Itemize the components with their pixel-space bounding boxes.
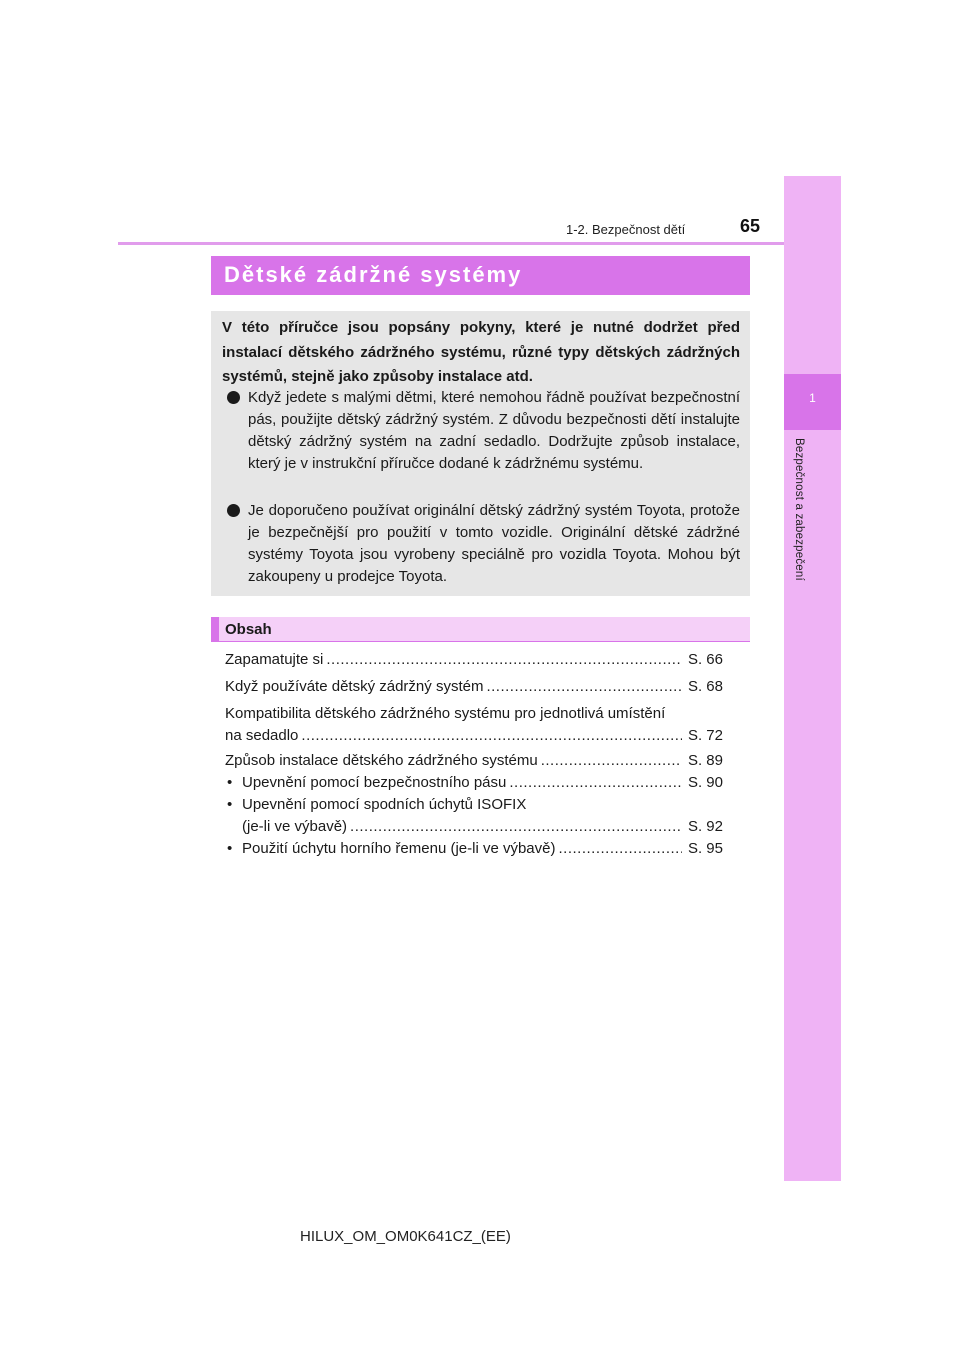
toc-bullet-icon: •	[227, 774, 233, 791]
toc-bullet-icon: •	[227, 840, 233, 857]
toc-entry-label: na sedadlo	[225, 727, 299, 744]
bullet-dot-icon	[227, 504, 240, 517]
intro-bullet-text: Když jedete s malými dětmi, které nemohou řádně používat bezpečnostní pás, použijte dětský zádržný systém. Z důvodu bezpečnosti dětí instalujte dětský zádržný systém na zadní sedadlo. Dodržujte způsob instalace, který je v instrukční příručce dodané k zádržnému systému.	[248, 389, 740, 472]
contents-header-accent	[211, 617, 219, 642]
toc-entry[interactable]	[225, 750, 723, 772]
toc-leader	[350, 816, 682, 838]
toc-entry[interactable]	[225, 703, 723, 747]
toc-entry-page: S. 68	[687, 678, 723, 695]
toc-entry-page: S. 66	[687, 651, 723, 668]
toc-leader	[301, 725, 682, 747]
chapter-side-tab	[784, 176, 841, 1181]
contents-header-underline	[211, 641, 750, 642]
contents-header-bar	[211, 617, 750, 642]
toc-entry-label: Když používáte dětský zádržný systém	[225, 678, 484, 695]
toc-leader	[509, 772, 682, 794]
toc-leader	[486, 676, 682, 698]
toc-entry-label: Použití úchytu horního řemenu (je-li ve výbavě)	[242, 840, 556, 857]
toc-entry-label: Upevnění pomocí bezpečnostního pásu	[242, 774, 507, 791]
bullet-dot-icon	[227, 391, 240, 404]
toc-leader	[558, 838, 681, 860]
toc-entry-label: (je-li ve výbavě)	[242, 818, 348, 835]
chapter-label: Bezpečnost a zabezpečení	[793, 438, 805, 581]
toc-leader	[541, 750, 682, 772]
toc-entry-label-line1: Upevnění pomocí spodních úchytů ISOFIX	[242, 796, 527, 813]
toc-entry-label: Zapamatujte si	[225, 651, 324, 668]
toc-entry-page: S. 89	[687, 752, 723, 769]
toc-entry-label-line1: Kompatibilita dětského zádržného systému pro jednotlivá umístění	[225, 705, 666, 722]
toc-subentry[interactable]	[225, 838, 723, 860]
page-title: Dětské zádržné systémy	[224, 262, 523, 287]
intro-lead-text: V této příručce jsou popsány pokyny, které je nutné dodržet před instalací dětského zádržného systému, různé typy dětských zádržných systémů, stejně jako způsoby instalace atd.	[222, 319, 740, 385]
intro-bullet-text: Je doporučeno používat originální dětský zádržný systém Toyota, protože je bezpečnější pro použití v tomto vozidle. Originální dětské zádržné systémy Toyota jsou vyrobeny speciálně pro vozidla Toyota. Mohou být zakoupeny u prodejce Toyota.	[248, 502, 740, 585]
toc-subentry[interactable]	[225, 772, 723, 794]
toc-entry-page: S. 90	[687, 774, 723, 791]
toc-entry[interactable]	[225, 676, 723, 698]
header-divider	[118, 242, 784, 245]
toc-leader	[326, 649, 682, 671]
document-code-footer: HILUX_OM_OM0K641CZ_(EE)	[300, 1228, 511, 1245]
toc-entry-label: Způsob instalace dětského zádržného systému	[225, 752, 538, 769]
page-number: 65	[740, 216, 761, 236]
toc-bullet-icon: •	[227, 796, 233, 813]
toc-entry-page: S. 95	[687, 840, 723, 857]
toc-entry-page: S. 92	[687, 818, 723, 835]
chapter-number-badge: 1	[784, 374, 841, 430]
toc-subentry[interactable]	[225, 794, 723, 838]
toc-entry[interactable]	[225, 649, 723, 671]
contents-heading: Obsah	[225, 621, 272, 638]
section-heading: 1-2. Bezpečnost dětí	[566, 222, 686, 237]
toc-entry-page: S. 72	[687, 727, 723, 744]
